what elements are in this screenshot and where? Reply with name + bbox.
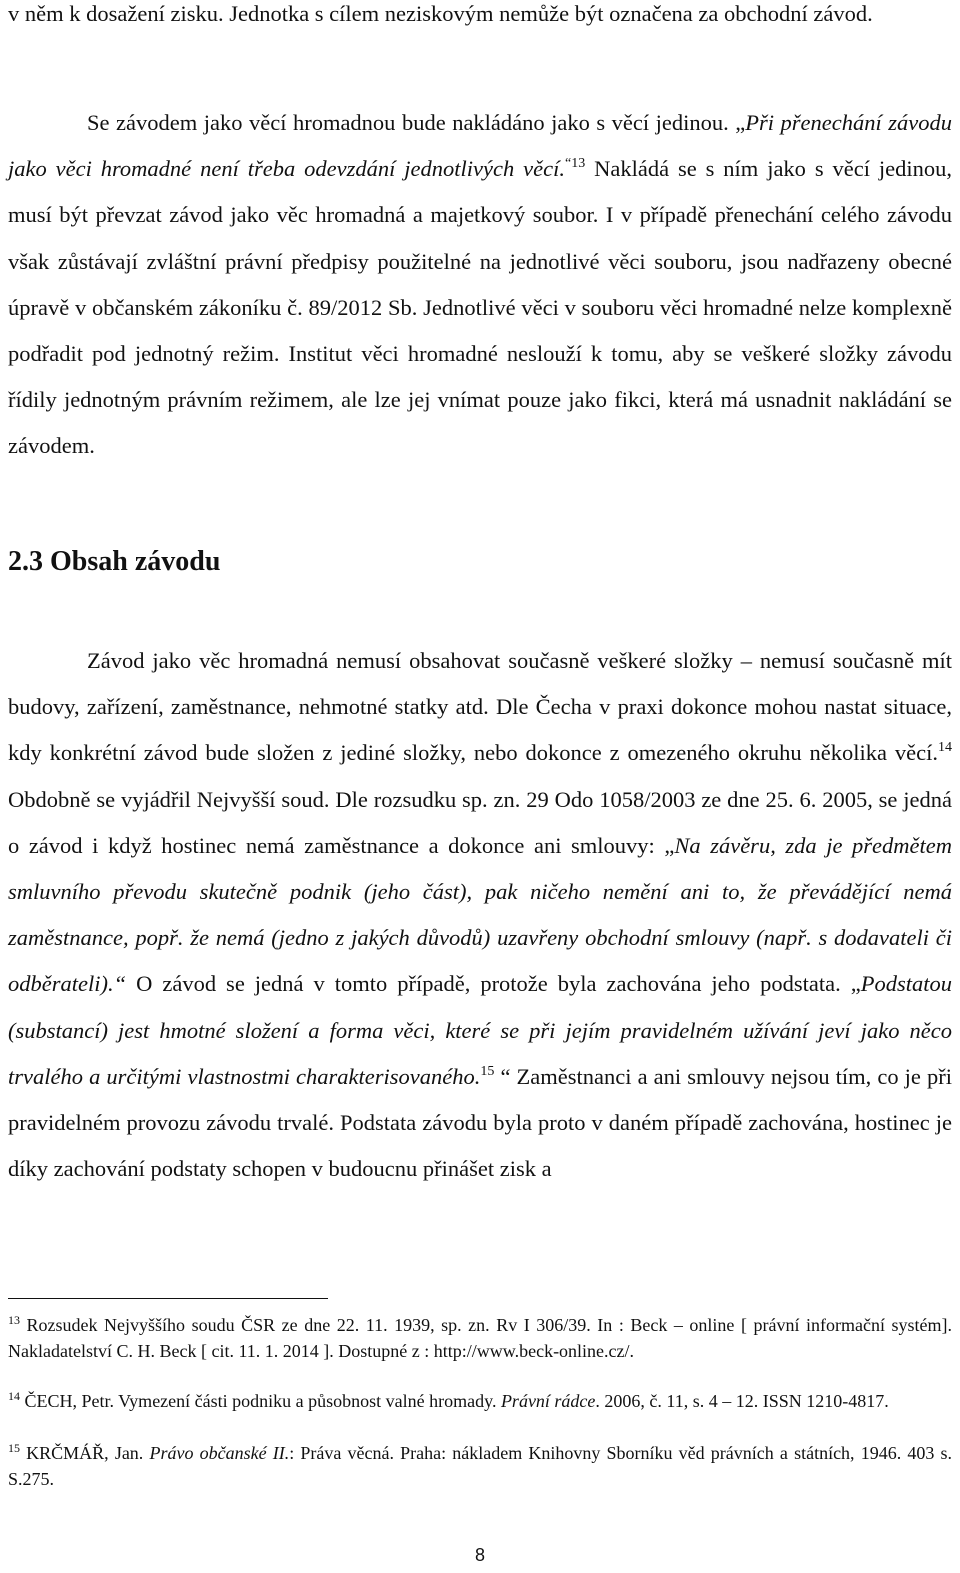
footnote-number: 13 (8, 1313, 20, 1327)
footnote-italic-title: Právo občanské II. (149, 1443, 290, 1463)
paragraph-content-of-enterprise (8, 638, 952, 1192)
footnote-15 (8, 1441, 952, 1492)
paragraph-text: v něm k dosažení zisku. Jednotka s cílem neziskovým nemůže být označena za obchodní závod. (8, 1, 873, 26)
paragraph-text: O závod se jedná v tomto případě, protože byla zachována jeho podstata. „ (126, 971, 861, 997)
paragraph-text: Závod jako věc hromadná nemusí obsahovat současně veškeré složky – nemusí současně mít budovy, zařízení, zaměstnance, nehmotné statky atd. Dle Čecha v praxi dokonce mohou nastat situace, kdy konkrétní závod bude složen z jediné složky, nebo dokonce z omezeného okruhu několika věcí. (8, 648, 952, 766)
footnote-text: . 2006, č. 11, s. 4 – 12. ISSN 1210-4817. (595, 1391, 889, 1411)
footnote-text: KRČMÁŘ, Jan. (20, 1443, 150, 1463)
footnote-number: 14 (8, 1389, 20, 1403)
footnote-13 (8, 1313, 952, 1364)
footnote-text: Rozsudek Nejvyššího soudu ČSR ze dne 22. 11. 1939, sp. zn. Rv I 306/39. In : Beck – online [ právní informační systém]. Nakladatelství C. H. Beck [ cit. 11. 1. 2014 ]. Dostupné z : http://www.beck-online.cz/. (8, 1315, 952, 1361)
paragraph-text: Se závodem jako věcí hromadnou bude nakládáno jako s věcí jedinou. „ (87, 110, 746, 135)
footnote-separator (8, 1298, 328, 1299)
quoted-text: Při přenechání závodu jako věci hromadné není třeba odevzdání jednotlivých věcí. (8, 110, 952, 182)
footnote-reference-14: 14 (938, 740, 952, 756)
quote-mark: “ (494, 1063, 511, 1089)
footnote-text: ČECH, Petr. Vymezení části podniku a působnost valné hromady. (20, 1391, 501, 1411)
paragraph-text: Zaměstnanci a ani smlouvy nejsou tím, co je při pravidelném provozu závodu trvalé. Podstata závodu byla proto v daném případě zachována, hostinec je díky zachování podstaty schopen v budoucnu přinášet zisk a (8, 1063, 952, 1182)
quote-mark: “ (564, 156, 572, 172)
paragraph-text: Obdobně se vyjádřil Nejvyšší soud. Dle rozsudku sp. zn. 29 Odo 1058/2003 ze dne 25. 6. 2005, se jedná o závod i když hostinec nemá zaměstnance a dokonce ani smlouvy: „ (8, 786, 952, 858)
footnote-italic-title: Právní rádce (500, 1391, 596, 1411)
paragraph-text: Nakládá se s ním jako s věcí jedinou, musí být převzat závod jako věc hromadná a majetkový soubor. I v případě přenechání celého závodu však zůstávají zvláštní právní předpisy použitelné na jednotlivé věci souboru, jsou nadřazeny obecné úpravě v občanském zákoníku č. 89/2012 Sb. Jednotlivé věci v souboru věci hromadné nelze komplexně podřadit pod jednotný režim. Institut věci hromadné neslouží k tomu, aby se veškeré složky závodu řídily jednotným právním režimem, ale lze jej vnímat pouze jako fikci, která má usnadnit nakládání se závodem. (8, 156, 952, 459)
section-heading: 2.3 Obsah závodu (8, 546, 221, 577)
paragraph-continuation (8, 0, 952, 37)
footnote-reference-13: 13 (571, 156, 586, 172)
quote-mark: “ (113, 971, 127, 997)
page-number: 8 (474, 1545, 485, 1565)
quoted-text: Podstatou (substancí) jest hmotné složení a forma věci, které se při jejím pravidelném užívání jeví jako něco trvalého a určitými vlastnostmi charakterisovaného. (8, 971, 952, 1089)
footnote-number: 15 (8, 1441, 20, 1455)
footnote-reference-15: 15 (480, 1063, 495, 1079)
quoted-text: Na závěru, zda je předmětem smluvního převodu skutečně podnik (jeho část), pak ničeho nemění ani to, že převádějící nemá zaměstnance, popř. že nemá (jedno z jakých důvodů) uzavřeny obchodní smlouvy (např. s dodavateli či odběrateli). (8, 832, 953, 997)
footnote-text: : Práva věcná. Praha: nákladem Knihovny Sborníku věd právních a státních, 1946. 403 s. S.275. (8, 1443, 953, 1489)
paragraph-things-collective (8, 100, 952, 470)
footnote-14 (8, 1389, 952, 1415)
